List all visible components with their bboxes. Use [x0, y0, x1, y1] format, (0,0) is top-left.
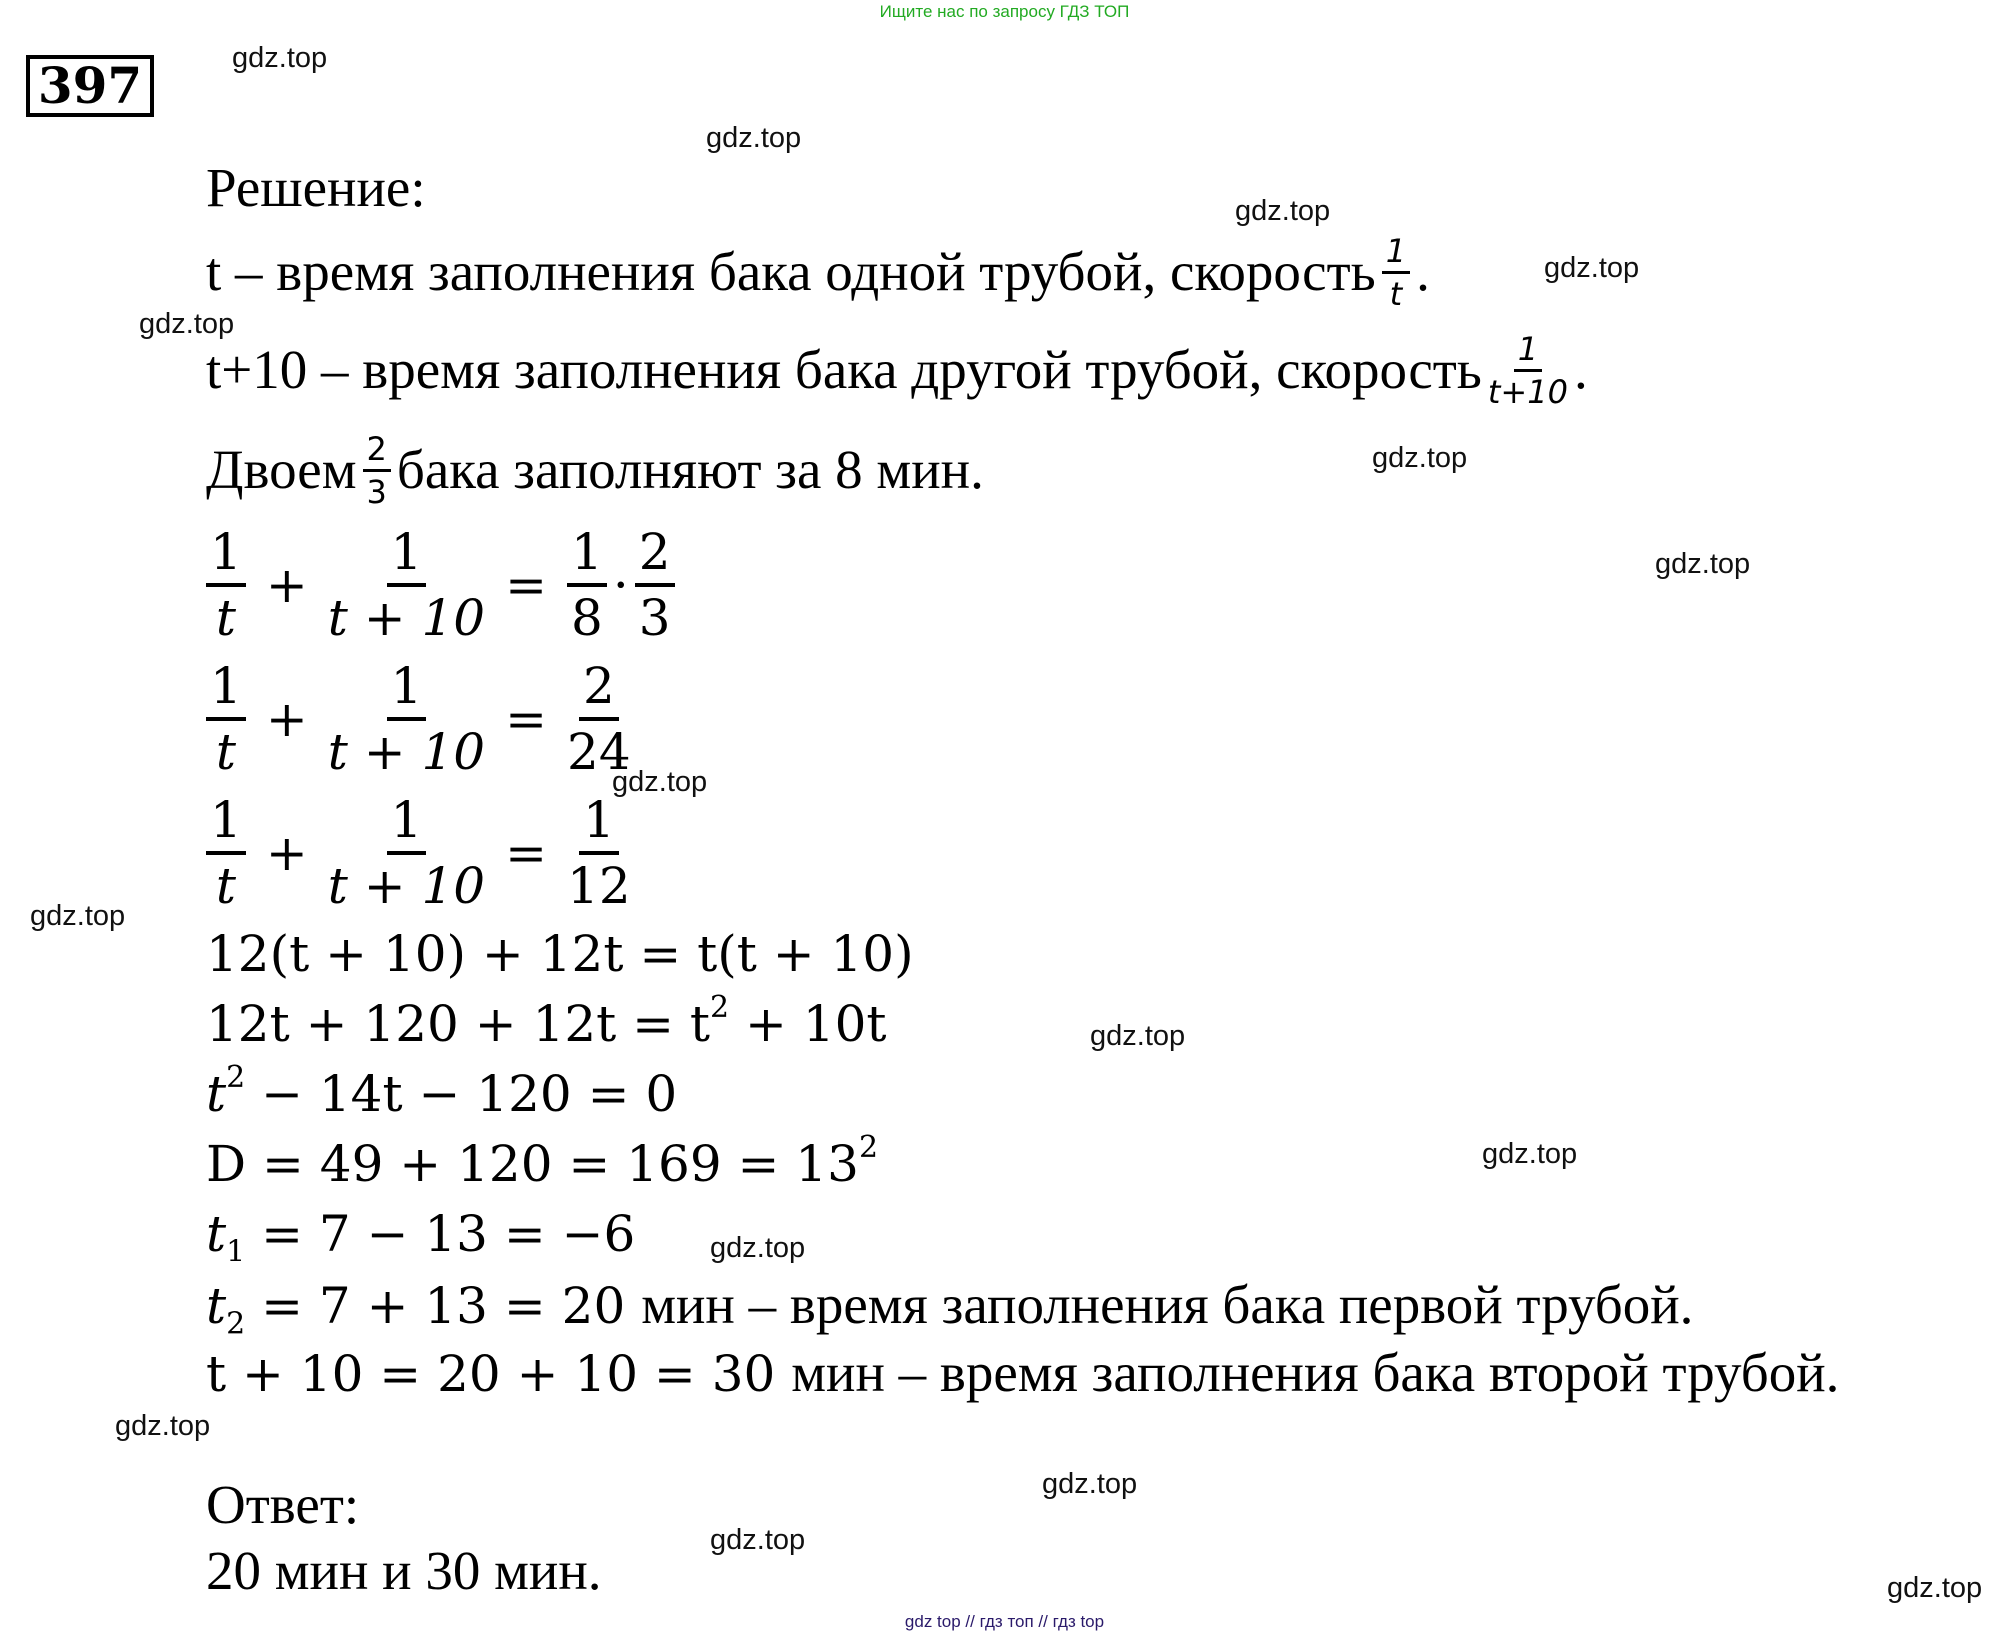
numerator: 1: [579, 795, 619, 855]
equation-3: [200, 788, 637, 918]
watermark: gdz.top: [139, 308, 235, 340]
watermark: gdz.top: [1655, 548, 1751, 580]
denominator: t + 10: [327, 723, 486, 781]
fraction: [327, 657, 486, 781]
numerator: 2: [363, 433, 391, 472]
denominator: 3: [366, 472, 387, 511]
equation-2: [200, 654, 637, 784]
watermark: gdz.top: [1235, 195, 1331, 227]
watermark: gdz.top: [1042, 1468, 1138, 1500]
eq9-text: мин – время заполнения бака первой трубой.: [641, 1274, 1694, 1335]
fraction: [567, 657, 631, 781]
watermark: gdz.top: [115, 1410, 211, 1442]
variable: t: [206, 1205, 227, 1263]
equation-9: [206, 1274, 1694, 1342]
denominator: t + 10: [327, 589, 486, 647]
exponent: 2: [858, 1130, 879, 1165]
numerator: 1: [1514, 333, 1542, 372]
plus-sign: +: [265, 824, 308, 882]
fraction: [1382, 231, 1410, 313]
numerator: 1: [206, 661, 246, 721]
eq9-math: = 7 + 13 = 20: [245, 1277, 642, 1335]
eq10-text: мин – время заполнения бака второй трубой.: [791, 1342, 1840, 1403]
numerator: 1: [567, 527, 607, 587]
eq5-right: + 10t: [729, 995, 887, 1053]
denominator: 3: [638, 589, 671, 647]
fraction: [635, 523, 675, 647]
bottom-links[interactable]: gdz top // гдз топ // гдз top: [904, 1612, 1105, 1631]
solution-label: Решение:: [206, 157, 426, 218]
numerator: 1: [387, 661, 427, 721]
fraction: [567, 791, 631, 915]
period: .: [1573, 339, 1588, 400]
equals-sign: =: [505, 824, 548, 882]
subscript: 2: [226, 1306, 246, 1342]
answer-text: 20 мин и 30 мин.: [206, 1540, 602, 1601]
eq5-left: 12t + 120 + 12t = t: [206, 995, 711, 1053]
answer-label: Ответ:: [206, 1474, 360, 1535]
numerator: 2: [579, 661, 619, 721]
eq10-math: t + 10 = 20 + 10 = 30: [206, 1345, 792, 1403]
variable: t: [206, 1277, 227, 1335]
line3-after: бака заполняют за 8 мин.: [396, 439, 984, 500]
text-line-2: [206, 320, 1588, 420]
variable: t: [206, 1065, 227, 1123]
numerator: 1: [1382, 235, 1410, 274]
watermark: gdz.top: [706, 122, 802, 154]
numerator: 1: [206, 527, 246, 587]
task-number: 397: [26, 55, 154, 117]
line2-text: t+10 – время заполнения бака другой трубой, скорость: [206, 339, 1482, 400]
equation-6: [206, 1060, 678, 1123]
fraction: [327, 791, 486, 915]
equals-sign: =: [505, 690, 548, 748]
fraction: [206, 791, 246, 915]
watermark: gdz.top: [1544, 252, 1640, 284]
denominator: t: [215, 723, 236, 781]
denominator: t + 10: [327, 857, 486, 915]
watermark: gdz.top: [710, 1232, 806, 1264]
subscript: 1: [226, 1234, 246, 1270]
line1-text: t – время заполнения бака одной трубой, скорость: [206, 241, 1376, 302]
line3-before: Двоем: [206, 439, 357, 500]
watermark: gdz.top: [1090, 1020, 1186, 1052]
eq7-text: D = 49 + 120 = 169 = 13: [206, 1135, 859, 1193]
denominator: 8: [571, 589, 603, 647]
multiply-dot: ·: [612, 556, 629, 614]
fraction: [1487, 329, 1568, 411]
period: .: [1416, 241, 1430, 302]
equation-7: [206, 1130, 879, 1193]
denominator: t: [1389, 274, 1403, 313]
text-line-3: [206, 420, 984, 520]
denominator: t: [215, 857, 236, 915]
exponent: 2: [710, 990, 730, 1025]
numerator: 1: [387, 527, 427, 587]
fraction: [567, 523, 607, 647]
numerator: 1: [206, 795, 246, 855]
denominator: t: [215, 589, 236, 647]
equation-1: [200, 520, 681, 650]
equation-10: [206, 1343, 1839, 1403]
fraction: [206, 523, 246, 647]
fraction: [327, 523, 486, 647]
denominator: t+10: [1487, 372, 1568, 411]
numerator: 2: [635, 527, 675, 587]
watermark: gdz.top: [30, 900, 126, 932]
fraction: [206, 657, 246, 781]
plus-sign: +: [265, 556, 308, 614]
equation-4: 12(t + 10) + 12t = t(t + 10): [206, 925, 914, 983]
plus-sign: +: [265, 690, 308, 748]
equation-8: [206, 1205, 636, 1270]
fraction: [363, 429, 391, 511]
watermark: gdz.top: [232, 42, 328, 74]
watermark: gdz.top: [1887, 1572, 1983, 1604]
equation-5: [206, 990, 887, 1053]
denominator: 24: [567, 723, 631, 781]
exponent: 2: [226, 1060, 246, 1095]
denominator: 12: [567, 857, 631, 915]
watermark: gdz.top: [1372, 442, 1468, 474]
equals-sign: =: [505, 556, 548, 614]
text-line-1: [206, 222, 1430, 322]
eq6-rest: − 14t − 120 = 0: [245, 1065, 678, 1123]
watermark: gdz.top: [1482, 1138, 1578, 1170]
eq8-rest: = 7 − 13 = −6: [245, 1205, 636, 1263]
watermark: gdz.top: [710, 1524, 806, 1556]
watermark: gdz.top: [612, 766, 708, 798]
top-banner[interactable]: Ищите нас по запросу ГДЗ ТОП: [879, 2, 1130, 21]
numerator: 1: [387, 795, 427, 855]
